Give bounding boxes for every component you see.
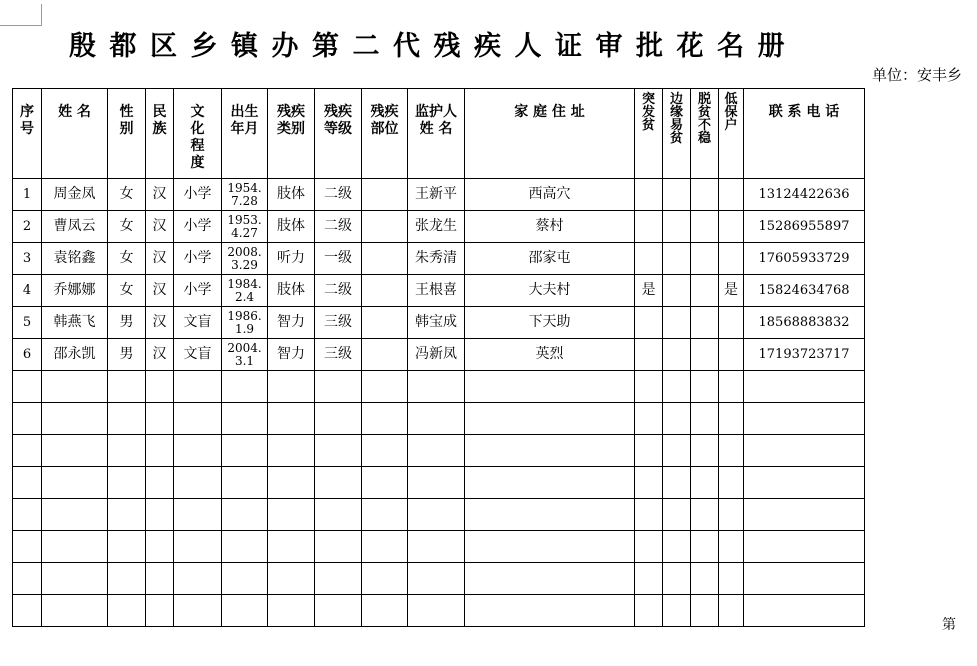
- cell-phone: 18568883832: [744, 307, 865, 339]
- empty-cell: [719, 595, 744, 627]
- empty-cell: [465, 467, 635, 499]
- empty-cell: [268, 531, 315, 563]
- empty-cell: [222, 371, 268, 403]
- empty-cell: [42, 531, 108, 563]
- empty-cell: [362, 435, 408, 467]
- header-disability-part: 残疾部位: [362, 89, 408, 179]
- cell-guardian: 王新平: [408, 179, 465, 211]
- empty-cell: [268, 467, 315, 499]
- empty-table-row: [13, 435, 865, 467]
- cell-ethnicity: 汉: [146, 307, 174, 339]
- empty-cell: [663, 371, 691, 403]
- cell-ethnicity: 汉: [146, 211, 174, 243]
- cell-unstable-poverty: [691, 275, 719, 307]
- table-row: [13, 179, 865, 211]
- cell-phone: 15286955897: [744, 211, 865, 243]
- empty-cell: [362, 403, 408, 435]
- empty-cell: [663, 595, 691, 627]
- empty-cell: [663, 435, 691, 467]
- empty-cell: [635, 531, 663, 563]
- empty-cell: [744, 531, 865, 563]
- cell-disability-type: 智力: [268, 339, 315, 371]
- empty-cell: [663, 403, 691, 435]
- cell-address: 西高穴: [465, 179, 635, 211]
- empty-cell: [174, 595, 222, 627]
- cell-edge-poverty: [663, 275, 691, 307]
- empty-cell: [744, 499, 865, 531]
- empty-cell: [13, 467, 42, 499]
- empty-cell: [362, 595, 408, 627]
- header-dibao: 低保户: [719, 89, 744, 179]
- roster-body: [13, 179, 865, 627]
- cell-sudden-poverty: [635, 211, 663, 243]
- empty-table-row: [13, 499, 865, 531]
- empty-cell: [663, 499, 691, 531]
- empty-cell: [42, 403, 108, 435]
- cell-disability-level: 三级: [315, 307, 362, 339]
- empty-cell: [719, 467, 744, 499]
- empty-cell: [108, 371, 146, 403]
- empty-cell: [222, 499, 268, 531]
- empty-cell: [635, 595, 663, 627]
- cell-sudden-poverty: 是: [635, 275, 663, 307]
- cell-dibao: 是: [719, 275, 744, 307]
- cell-unstable-poverty: [691, 179, 719, 211]
- header-phone: 联 系 电 话: [744, 89, 865, 179]
- page-corner-mark: [0, 0, 42, 26]
- empty-cell: [719, 435, 744, 467]
- cell-dibao: [719, 243, 744, 275]
- empty-cell: [744, 467, 865, 499]
- empty-cell: [222, 563, 268, 595]
- empty-cell: [691, 403, 719, 435]
- empty-cell: [13, 499, 42, 531]
- cell-education: 小学: [174, 179, 222, 211]
- empty-cell: [108, 403, 146, 435]
- empty-cell: [408, 595, 465, 627]
- empty-cell: [744, 563, 865, 595]
- cell-address: 大夫村: [465, 275, 635, 307]
- cell-disability-level: 三级: [315, 339, 362, 371]
- cell-unstable-poverty: [691, 211, 719, 243]
- empty-cell: [315, 531, 362, 563]
- empty-cell: [108, 467, 146, 499]
- cell-disability-part: [362, 275, 408, 307]
- cell-sudden-poverty: [635, 179, 663, 211]
- empty-cell: [174, 531, 222, 563]
- cell-name: 曹凤云: [42, 211, 108, 243]
- empty-cell: [465, 371, 635, 403]
- empty-cell: [108, 531, 146, 563]
- cell-phone: 13124422636: [744, 179, 865, 211]
- cell-education: 小学: [174, 243, 222, 275]
- empty-cell: [222, 531, 268, 563]
- cell-guardian: 韩宝成: [408, 307, 465, 339]
- empty-cell: [13, 595, 42, 627]
- empty-cell: [362, 467, 408, 499]
- empty-cell: [315, 467, 362, 499]
- empty-cell: [719, 563, 744, 595]
- cell-gender: 女: [108, 179, 146, 211]
- cell-phone: 17193723717: [744, 339, 865, 371]
- empty-cell: [315, 563, 362, 595]
- cell-phone: 17605933729: [744, 243, 865, 275]
- empty-cell: [719, 403, 744, 435]
- empty-cell: [635, 435, 663, 467]
- empty-cell: [315, 499, 362, 531]
- header-address: 家 庭 住 址: [465, 89, 635, 179]
- empty-cell: [108, 563, 146, 595]
- empty-cell: [315, 435, 362, 467]
- cell-gender: 女: [108, 211, 146, 243]
- cell-ethnicity: 汉: [146, 243, 174, 275]
- empty-cell: [42, 371, 108, 403]
- cell-sudden-poverty: [635, 339, 663, 371]
- header-unstable-poverty: 脱贫不稳: [691, 89, 719, 179]
- empty-cell: [146, 499, 174, 531]
- roster-table: [12, 88, 865, 627]
- empty-cell: [744, 371, 865, 403]
- empty-cell: [174, 403, 222, 435]
- table-header-row: [13, 89, 865, 179]
- cell-edge-poverty: [663, 243, 691, 275]
- empty-cell: [719, 531, 744, 563]
- empty-table-row: [13, 595, 865, 627]
- empty-cell: [146, 595, 174, 627]
- cell-name: 邵永凯: [42, 339, 108, 371]
- empty-cell: [174, 563, 222, 595]
- table-row: [13, 307, 865, 339]
- table-row: [13, 275, 865, 307]
- empty-cell: [744, 435, 865, 467]
- empty-cell: [222, 467, 268, 499]
- cell-guardian: 朱秀清: [408, 243, 465, 275]
- empty-cell: [635, 403, 663, 435]
- empty-table-row: [13, 563, 865, 595]
- cell-birth: 2004. 3.1: [222, 339, 268, 371]
- empty-cell: [268, 563, 315, 595]
- empty-cell: [635, 499, 663, 531]
- header-sudden-poverty: 突发贫: [635, 89, 663, 179]
- header-gender: 性别: [108, 89, 146, 179]
- cell-sudden-poverty: [635, 243, 663, 275]
- empty-cell: [744, 595, 865, 627]
- cell-seq: 3: [13, 243, 42, 275]
- empty-cell: [635, 371, 663, 403]
- empty-cell: [315, 371, 362, 403]
- header-guardian: 监护人姓 名: [408, 89, 465, 179]
- cell-sudden-poverty: [635, 307, 663, 339]
- empty-cell: [408, 531, 465, 563]
- empty-cell: [42, 435, 108, 467]
- cell-disability-type: 智力: [268, 307, 315, 339]
- cell-disability-type: 听力: [268, 243, 315, 275]
- cell-unstable-poverty: [691, 339, 719, 371]
- table-row: [13, 243, 865, 275]
- empty-cell: [108, 499, 146, 531]
- cell-disability-type: 肢体: [268, 179, 315, 211]
- empty-cell: [465, 499, 635, 531]
- empty-table-row: [13, 531, 865, 563]
- empty-table-row: [13, 371, 865, 403]
- empty-cell: [268, 403, 315, 435]
- empty-cell: [744, 403, 865, 435]
- empty-cell: [408, 467, 465, 499]
- empty-cell: [268, 499, 315, 531]
- cell-phone: 15824634768: [744, 275, 865, 307]
- cell-dibao: [719, 339, 744, 371]
- cell-edge-poverty: [663, 211, 691, 243]
- cell-disability-part: [362, 179, 408, 211]
- cell-disability-level: 二级: [315, 211, 362, 243]
- empty-cell: [174, 371, 222, 403]
- empty-cell: [691, 371, 719, 403]
- cell-birth: 2008. 3.29: [222, 243, 268, 275]
- cell-education: 文盲: [174, 339, 222, 371]
- cell-birth: 1986. 1.9: [222, 307, 268, 339]
- header-birth: 出生年月: [222, 89, 268, 179]
- cell-disability-type: 肢体: [268, 211, 315, 243]
- empty-cell: [691, 435, 719, 467]
- cell-dibao: [719, 211, 744, 243]
- header-ethnicity: 民族: [146, 89, 174, 179]
- cell-edge-poverty: [663, 179, 691, 211]
- empty-cell: [465, 531, 635, 563]
- cell-disability-part: [362, 211, 408, 243]
- cell-edge-poverty: [663, 339, 691, 371]
- empty-cell: [719, 371, 744, 403]
- cell-name: 袁铭鑫: [42, 243, 108, 275]
- cell-unstable-poverty: [691, 243, 719, 275]
- cell-ethnicity: 汉: [146, 179, 174, 211]
- empty-cell: [108, 435, 146, 467]
- empty-cell: [146, 531, 174, 563]
- empty-cell: [691, 467, 719, 499]
- empty-cell: [635, 467, 663, 499]
- empty-cell: [362, 531, 408, 563]
- empty-cell: [42, 499, 108, 531]
- cell-birth: 1953. 4.27: [222, 211, 268, 243]
- empty-cell: [42, 595, 108, 627]
- cell-education: 小学: [174, 275, 222, 307]
- empty-table-row: [13, 403, 865, 435]
- cell-disability-level: 二级: [315, 275, 362, 307]
- header-name: 姓 名: [42, 89, 108, 179]
- empty-cell: [465, 563, 635, 595]
- empty-cell: [663, 467, 691, 499]
- cell-guardian: 冯新凤: [408, 339, 465, 371]
- cell-disability-part: [362, 339, 408, 371]
- header-seq: 序号: [13, 89, 42, 179]
- empty-cell: [408, 435, 465, 467]
- empty-cell: [362, 371, 408, 403]
- cell-address: 蔡村: [465, 211, 635, 243]
- empty-cell: [222, 595, 268, 627]
- cell-education: 小学: [174, 211, 222, 243]
- cell-gender: 男: [108, 307, 146, 339]
- empty-cell: [691, 595, 719, 627]
- empty-cell: [146, 563, 174, 595]
- empty-cell: [13, 563, 42, 595]
- header-disability-level: 残疾等级: [315, 89, 362, 179]
- empty-cell: [13, 403, 42, 435]
- empty-cell: [268, 435, 315, 467]
- empty-cell: [13, 531, 42, 563]
- cell-gender: 女: [108, 243, 146, 275]
- cell-seq: 5: [13, 307, 42, 339]
- cell-disability-level: 一级: [315, 243, 362, 275]
- cell-guardian: 王根喜: [408, 275, 465, 307]
- cell-name: 乔娜娜: [42, 275, 108, 307]
- unit-label: 单位：安丰乡: [872, 66, 963, 84]
- empty-table-row: [13, 467, 865, 499]
- cell-guardian: 张龙生: [408, 211, 465, 243]
- empty-cell: [408, 563, 465, 595]
- cell-name: 韩燕飞: [42, 307, 108, 339]
- cell-gender: 女: [108, 275, 146, 307]
- cell-ethnicity: 汉: [146, 339, 174, 371]
- empty-cell: [146, 435, 174, 467]
- empty-cell: [315, 595, 362, 627]
- cell-dibao: [719, 307, 744, 339]
- cell-birth: 1984. 2.4: [222, 275, 268, 307]
- header-edge-poverty: 边缘易贫: [663, 89, 691, 179]
- table-row: [13, 211, 865, 243]
- cell-disability-part: [362, 243, 408, 275]
- empty-cell: [719, 499, 744, 531]
- empty-cell: [362, 499, 408, 531]
- table-row: [13, 339, 865, 371]
- cell-edge-poverty: [663, 307, 691, 339]
- cell-ethnicity: 汉: [146, 275, 174, 307]
- empty-cell: [663, 563, 691, 595]
- empty-cell: [13, 435, 42, 467]
- cell-disability-level: 二级: [315, 179, 362, 211]
- empty-cell: [42, 467, 108, 499]
- cell-unstable-poverty: [691, 307, 719, 339]
- empty-cell: [465, 435, 635, 467]
- empty-cell: [465, 403, 635, 435]
- cell-disability-part: [362, 307, 408, 339]
- cell-name: 周金凤: [42, 179, 108, 211]
- empty-cell: [408, 371, 465, 403]
- empty-cell: [268, 595, 315, 627]
- empty-cell: [408, 403, 465, 435]
- cell-seq: 4: [13, 275, 42, 307]
- empty-cell: [174, 467, 222, 499]
- empty-cell: [146, 371, 174, 403]
- empty-cell: [465, 595, 635, 627]
- empty-cell: [42, 563, 108, 595]
- empty-cell: [146, 467, 174, 499]
- cell-seq: 2: [13, 211, 42, 243]
- empty-cell: [174, 435, 222, 467]
- empty-cell: [222, 435, 268, 467]
- cell-dibao: [719, 179, 744, 211]
- cell-seq: 1: [13, 179, 42, 211]
- empty-cell: [408, 499, 465, 531]
- empty-cell: [691, 563, 719, 595]
- cell-birth: 1954. 7.28: [222, 179, 268, 211]
- cell-address: 英烈: [465, 339, 635, 371]
- empty-cell: [691, 499, 719, 531]
- empty-cell: [174, 499, 222, 531]
- empty-cell: [315, 403, 362, 435]
- empty-cell: [691, 531, 719, 563]
- empty-cell: [635, 563, 663, 595]
- cell-disability-type: 肢体: [268, 275, 315, 307]
- empty-cell: [13, 371, 42, 403]
- empty-cell: [663, 531, 691, 563]
- page-number-label: 第: [942, 617, 956, 633]
- cell-seq: 6: [13, 339, 42, 371]
- cell-address: 邵家屯: [465, 243, 635, 275]
- cell-address: 下天助: [465, 307, 635, 339]
- cell-education: 文盲: [174, 307, 222, 339]
- header-education: 文化程度: [174, 89, 222, 179]
- cell-gender: 男: [108, 339, 146, 371]
- empty-cell: [108, 595, 146, 627]
- header-disability-type: 残疾类别: [268, 89, 315, 179]
- empty-cell: [222, 403, 268, 435]
- empty-cell: [146, 403, 174, 435]
- empty-cell: [268, 371, 315, 403]
- empty-cell: [362, 563, 408, 595]
- document-title: 殷都区乡镇办第二代残疾人证审批花名册: [69, 31, 798, 62]
